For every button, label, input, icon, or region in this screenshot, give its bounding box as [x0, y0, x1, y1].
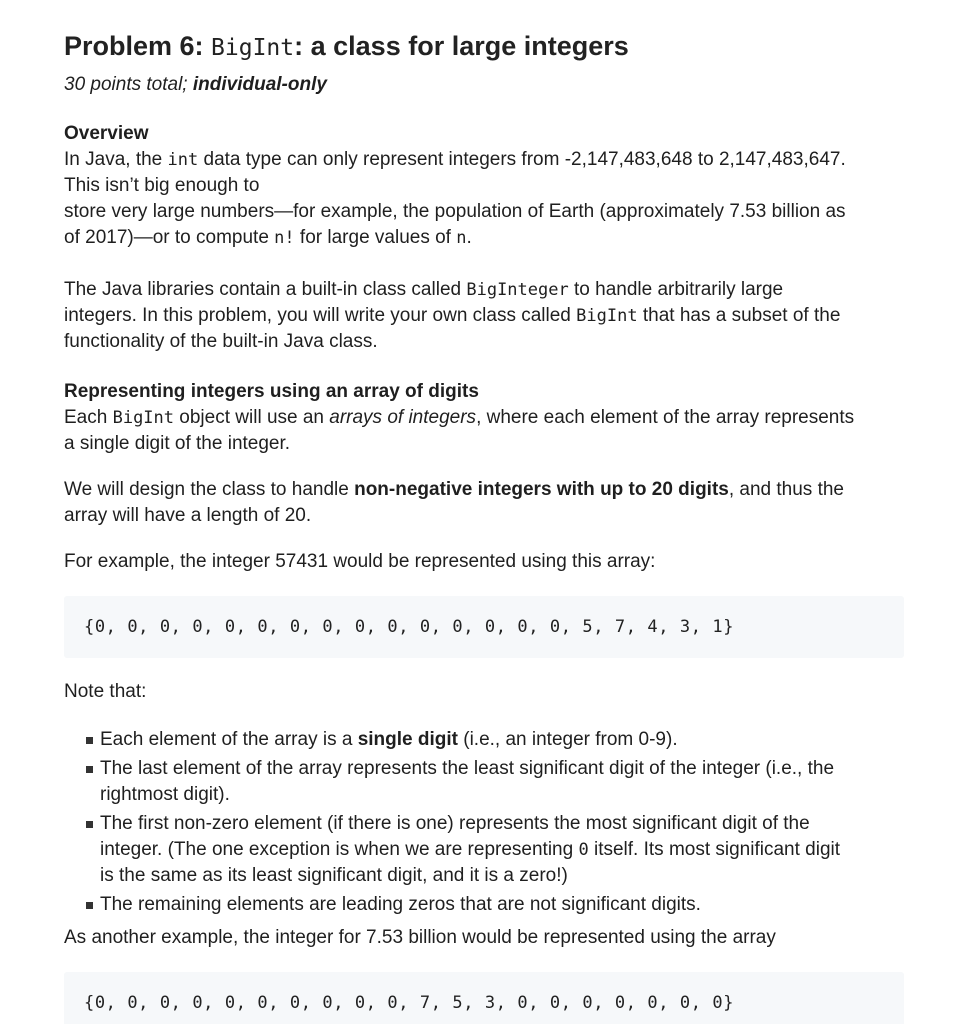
bullet-icon [86, 902, 93, 909]
text: functionality of the built-in Java class. [64, 331, 378, 352]
inline-code: BigInt [576, 306, 638, 326]
points-text: 30 points total; [64, 74, 193, 95]
title-prefix: Problem 6: [64, 31, 212, 61]
overview-paragraph-2 [64, 277, 904, 355]
inline-code: int [167, 150, 199, 170]
text: store very large numbers—for example, the population of Earth (approximately 7.53 billion as [64, 201, 846, 222]
note-label: Note that: [64, 681, 147, 702]
text: , and thus the [728, 479, 844, 500]
bullet-icon [86, 821, 93, 828]
text: that has a subset of the [637, 305, 841, 326]
bold-text: non-negative integers with up to 20 digits [354, 479, 729, 500]
list-item [64, 756, 904, 808]
overview-paragraph-1 [64, 147, 904, 251]
problem-content [64, 28, 904, 1024]
inline-code: BigInteger [466, 280, 569, 300]
text: for large values of [294, 227, 457, 248]
inline-code: n [456, 228, 467, 248]
list-item [64, 892, 904, 918]
text: rightmost digit). [100, 784, 230, 805]
representing-paragraph-2 [64, 477, 904, 529]
text: . [466, 227, 472, 248]
text: The remaining elements are leading zeros that are not significant digits. [100, 894, 701, 915]
code-array-57431: {0, 0, 0, 0, 0, 0, 0, 0, 0, 0, 0, 0, 0, 0, 0, 5, 7, 4, 3, 1} [84, 617, 735, 637]
code-block-57431 [64, 596, 904, 658]
text: to handle arbitrarily large [568, 279, 784, 300]
inline-code: n! [274, 228, 295, 248]
text: The last element of the array represents the least significant digit of the integer (i.e., the [100, 758, 835, 779]
text: , where each element of the array represents [476, 407, 855, 428]
text: is the same as its least significant digit, and it is a zero!) [100, 865, 568, 886]
text: We will design the class to handle [64, 479, 355, 500]
page-title [64, 28, 904, 66]
text: The first non-zero element (if there is one) represents the most significant digit of the [100, 813, 810, 834]
text: array will have a length of 20. [64, 505, 312, 526]
text: (i.e., an integer from 0-9). [457, 729, 678, 750]
points-bold: individual-only [192, 74, 327, 95]
notes-list [64, 727, 904, 918]
representing-heading: Representing integers using an array of digits [64, 381, 479, 402]
bullet-icon [86, 737, 93, 744]
text: The Java libraries contain a built-in class called [64, 279, 467, 300]
representing-paragraph-3: For example, the integer 57431 would be represented using this array: [64, 551, 656, 572]
text: integer. (The one exception is when we are representing [100, 839, 579, 860]
inline-code: BigInt [112, 408, 175, 428]
text: a single digit of the integer. [64, 433, 291, 454]
text: of 2017)—or to compute [64, 227, 275, 248]
representing-paragraph-4: As another example, the integer for 7.53 billion would be represented using the array [64, 927, 776, 948]
points-line [64, 72, 904, 98]
list-item [64, 727, 904, 753]
text: In Java, the [64, 149, 168, 170]
representing-paragraph-1 [64, 405, 904, 457]
text: itself. Its most significant digit [588, 839, 841, 860]
inline-code: 0 [578, 840, 589, 860]
text: Each element of the array is a [100, 729, 358, 750]
text: object will use an [174, 407, 330, 428]
bullet-icon [86, 766, 93, 773]
overview-heading: Overview [64, 123, 149, 144]
emphasis: arrays of integers [329, 407, 477, 428]
code-block-7-53-billion [64, 972, 904, 1024]
text: This isn’t big enough to [64, 175, 260, 196]
list-item [64, 811, 904, 889]
title-code: BigInt [211, 35, 295, 61]
bold-text: single digit [357, 729, 458, 750]
text: Each [64, 407, 113, 428]
text: data type can only represent integers from -2,147,483,648 to 2,147,483,647. [198, 149, 846, 170]
code-array-7-53-billion: {0, 0, 0, 0, 0, 0, 0, 0, 0, 0, 7, 5, 3, 0, 0, 0, 0, 0, 0, 0} [84, 993, 735, 1013]
text: integers. In this problem, you will write your own class called [64, 305, 577, 326]
title-suffix: : a class for large integers [294, 31, 629, 61]
